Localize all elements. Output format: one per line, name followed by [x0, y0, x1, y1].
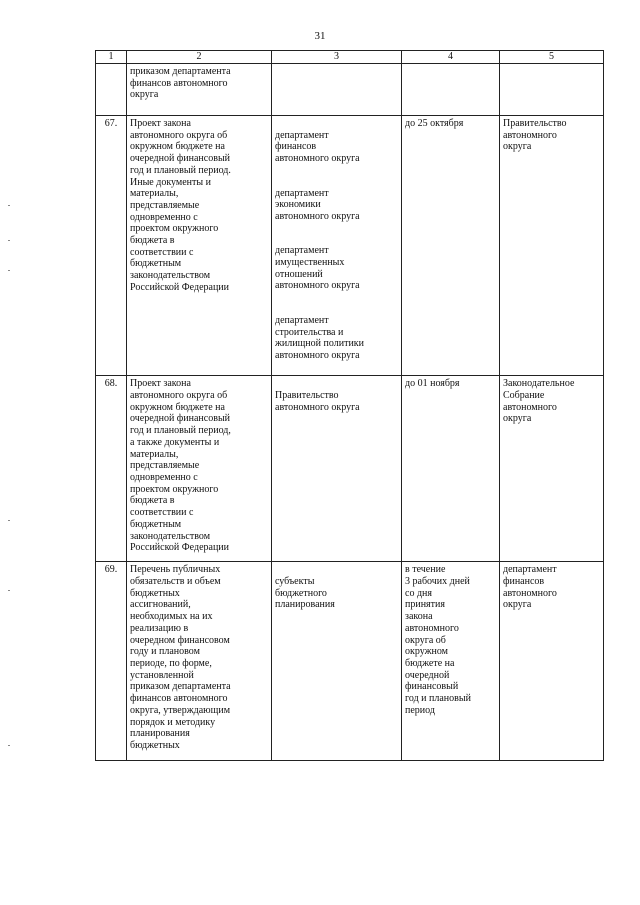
page-number: 31 [314, 30, 326, 42]
scan-mark [8, 520, 10, 521]
responsible-entry: департамент строительства и жилищной политики автономного округа [275, 314, 364, 361]
column-header: 2 [127, 51, 272, 64]
column-header: 5 [500, 51, 604, 64]
document-cell: Проект закона автономного округа об окружном бюджете на очередной финансовый год и плановый период, а также документы и материалы, представляемые одновременно с проектом окружного бюджета в соответствии с бюджетным законодательством Российской Федерации [127, 376, 272, 562]
column-header: 1 [96, 51, 127, 64]
recipient-cell: Правительство автономного округа [500, 116, 604, 376]
recipient-cell [500, 64, 604, 116]
responsible-cell [272, 116, 402, 376]
scan-mark [8, 590, 10, 591]
document-cell: Перечень публичных обязательств и объем бюджетных ассигнований, необходимых на их реализацию в очередном финансовом году и плановом периоде, по форме, установленной приказом департамента финансов автономного округа, утверждающим порядок и методику планирования бюджетных [127, 562, 272, 761]
row-number: 69. [96, 562, 127, 761]
document-cell: Проект закона автономного округа об окружном бюджете на очередной финансовый год и плановый период. Иные документы и материалы, представляемые одновременно с проектом окружного бюджета в соответствии с бюджетным законодательством Российской Федерации [127, 116, 272, 376]
deadline-cell: в течение 3 рабочих дней со дня принятия закона автономного округа об окружном бюджете на очередной финансовый год и плановый период [402, 562, 500, 761]
table-row-continuation [96, 64, 604, 116]
recipient-cell: Законодательное Собрание автономного округа [500, 376, 604, 562]
scan-mark [8, 205, 10, 206]
responsible-entry: департамент имущественных отношений автономного округа [275, 245, 360, 292]
document-table [95, 50, 604, 761]
responsible-entry: субъекты бюджетного планирования [275, 576, 335, 611]
deadline-cell: до 01 ноября [402, 376, 500, 562]
row-number: 68. [96, 376, 127, 562]
column-header: 4 [402, 51, 500, 64]
responsible-cell [272, 64, 402, 116]
scan-mark [8, 240, 10, 241]
column-header: 3 [272, 51, 402, 64]
row-number [96, 64, 127, 116]
scan-mark [8, 270, 10, 271]
scan-mark [8, 745, 10, 746]
responsible-entry: Правительство автономного округа [275, 390, 360, 413]
responsible-entry: департамент финансов автономного округа [275, 129, 360, 165]
deadline-cell: до 25 октября [402, 116, 500, 376]
document-cell: приказом департамента финансов автономного округа [127, 64, 272, 116]
table-row [96, 562, 604, 761]
table-header-row [96, 51, 604, 64]
recipient-cell: департамент финансов автономного округа [500, 562, 604, 761]
row-number: 67. [96, 116, 127, 376]
responsible-cell [272, 562, 402, 761]
deadline-cell [402, 64, 500, 116]
table-row [96, 116, 604, 376]
table-row [96, 376, 604, 562]
responsible-cell [272, 376, 402, 562]
responsible-entry: департамент экономики автономного округа [275, 187, 360, 222]
